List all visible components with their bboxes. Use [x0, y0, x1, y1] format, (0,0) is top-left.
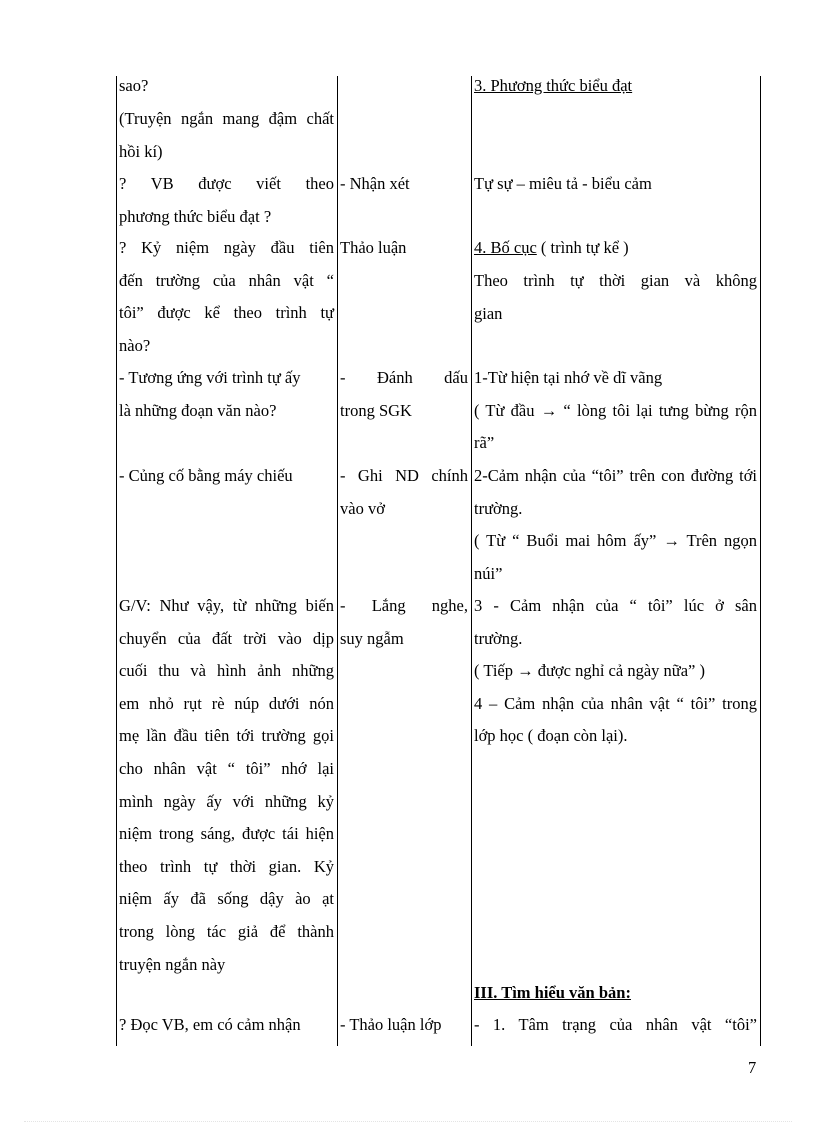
text-line: niệm trong sáng, được tái hiện	[119, 824, 334, 844]
text-line: ? Đọc VB, em có cảm nhận	[119, 1015, 301, 1034]
text-line: ? VB được viết theo	[119, 174, 334, 193]
text-line: là những đoạn văn nào?	[119, 400, 277, 420]
col1-cell-5	[119, 460, 334, 493]
text-line: trong lòng tác giả để thành	[119, 921, 334, 941]
text-line: Theo trình tự thời gian và không	[474, 271, 757, 290]
text-line: ? Kỷ niệm ngày đầu tiên	[119, 238, 334, 257]
text-line: mẹ lần đầu tiên tới trường gọi	[119, 726, 334, 746]
col3-cell-7	[474, 977, 757, 1010]
section-heading-rest: ( trình tự kể )	[536, 238, 629, 257]
text-line: - Lắng nghe,	[340, 596, 468, 615]
col1-cell-4	[119, 362, 334, 427]
table-border-col1	[337, 76, 338, 1046]
section-heading-main: 4. Bố cục	[474, 238, 537, 257]
text-line: Thảo luận	[340, 238, 407, 257]
text-line: trường.	[474, 498, 523, 518]
text-line: nào?	[119, 335, 151, 355]
text-line: ( Từ đầu → “ lòng tôi lại tưng bừng rộn	[474, 400, 757, 420]
col3-cell-3	[474, 265, 757, 330]
text-line: truyện ngắn này	[119, 954, 226, 974]
table-border-left	[116, 76, 117, 1046]
col3-cell-1	[474, 168, 757, 201]
col3-cell-4	[474, 362, 757, 460]
text-line: em nhỏ rụt rè núp dưới nón	[119, 693, 334, 713]
text-line: gian	[474, 303, 503, 323]
col3-cell-0	[474, 70, 757, 103]
text-line: - Đánh dấu	[340, 368, 468, 387]
section-heading: III. Tìm hiểu văn bản:	[474, 983, 631, 1002]
text-line: lớp học ( đoạn còn lại).	[474, 726, 628, 746]
text-line: - Tương ứng với trình tự ấy	[119, 368, 301, 387]
text-line: - Thảo luận lớp	[340, 1015, 442, 1034]
text-line: tôi” được kể theo trình tự	[119, 303, 334, 323]
text-line: ( Từ “ Buổi mai hôm ấy” → Trên ngọn	[474, 531, 757, 551]
col2-cell-5	[340, 1009, 468, 1042]
text-line: mình ngày ấy với những kỷ	[119, 791, 334, 811]
text-line: trường.	[474, 628, 523, 648]
text-line: rã”	[474, 433, 495, 453]
col2-cell-2	[340, 362, 468, 427]
col1-cell-6	[119, 590, 334, 981]
col3-cell-8	[474, 1009, 757, 1042]
text-line: niệm ấy đã sống dậy ào ạt	[119, 889, 334, 909]
text-line: - Ghi ND chính	[340, 466, 468, 485]
col2-cell-1	[340, 232, 468, 265]
text-line: theo trình tự thời gian. Kỷ	[119, 856, 334, 876]
text-line: suy ngẫm	[340, 628, 404, 648]
section-heading: 3. Phương thức biểu đạt	[474, 76, 633, 95]
text-line: đến trường của nhân vật “	[119, 270, 334, 290]
text-line: trong SGK	[340, 400, 412, 420]
col3-cell-5	[474, 460, 757, 590]
text-line: ( Tiếp → được nghỉ cả ngày nữa” )	[474, 661, 705, 681]
text-line: - 1. Tâm trạng của nhân vật “tôi”	[474, 1015, 757, 1034]
text-line: vào vở	[340, 498, 385, 518]
text-line: 3 - Cảm nhận của “ tôi” lúc ở sân	[474, 596, 757, 615]
text-line: núi”	[474, 563, 503, 583]
text-line: hồi kí)	[119, 141, 163, 161]
text-line: Tự sự – miêu tả - biểu cảm	[474, 174, 652, 193]
col1-cell-0	[119, 70, 334, 103]
text-line: - Củng cố bằng máy chiếu	[119, 466, 293, 485]
text-line: 1-Từ hiện tại nhớ về dĩ vãng	[474, 368, 663, 387]
col2-cell-0	[340, 168, 468, 201]
footer-divider	[24, 1121, 792, 1122]
section-heading	[474, 232, 757, 265]
text-line: 2-Cảm nhận của “tôi” trên con đường tới	[474, 466, 757, 485]
col1-cell-1	[119, 103, 334, 168]
text-line: sao?	[119, 76, 149, 95]
text-line: 4 – Cảm nhận của nhân vật “ tôi” trong	[474, 693, 757, 713]
col1-cell-2	[119, 168, 334, 233]
table-border-right	[760, 76, 761, 1046]
text-line: (Truyện ngắn mang đậm chất	[119, 109, 334, 128]
text-line: G/V: Như vậy, từ những biến	[119, 596, 334, 615]
page-number: 7	[748, 1058, 757, 1077]
text-line: cuối thu và hình ảnh những	[119, 661, 334, 681]
col3-cell-2	[474, 232, 757, 265]
col2-cell-3	[340, 460, 468, 525]
col1-cell-3	[119, 232, 334, 362]
text-line: - Nhận xét	[340, 174, 410, 193]
col2-cell-4	[340, 590, 468, 655]
table-border-col2	[471, 76, 472, 1046]
col1-cell-7	[119, 1009, 334, 1042]
text-line: cho nhân vật “ tôi” nhớ lại	[119, 758, 334, 778]
text-line: chuyển của đất trời vào dịp	[119, 628, 334, 648]
col3-cell-6	[474, 590, 757, 753]
text-line: phương thức biểu đạt ?	[119, 206, 272, 226]
